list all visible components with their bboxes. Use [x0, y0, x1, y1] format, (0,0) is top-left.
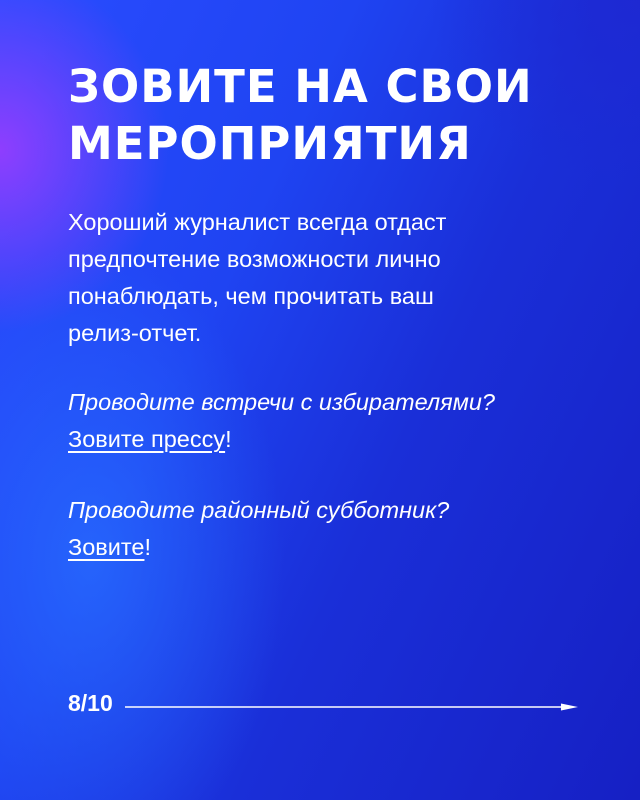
lead-line: Хороший журналист всегда отдаст: [68, 209, 447, 235]
callout-voter-meetings: [68, 384, 608, 458]
callout-question: Проводите районный субботник?: [68, 497, 450, 523]
callout-punctuation: !: [225, 426, 232, 452]
lead-paragraph: [68, 204, 608, 352]
callout-cta-line: [68, 421, 608, 458]
lead-line: понаблюдать, чем прочитать ваш: [68, 283, 434, 309]
invite-press-link[interactable]: Зовите прессу: [68, 426, 226, 452]
lead-line: предпочтение возможности лично: [68, 246, 441, 272]
callout-punctuation: !: [144, 534, 151, 560]
arrow-right-icon[interactable]: [125, 700, 578, 714]
slide-title: [68, 58, 608, 172]
slide-title-line: ЗОВИТЕ НА СВОИ: [68, 60, 533, 113]
page-counter: 8/10: [68, 690, 113, 716]
callout-cta-line: [68, 529, 608, 566]
slide-pager: [68, 688, 578, 718]
lead-line: релиз-отчет.: [68, 320, 202, 346]
callout-cleanup-day: [68, 492, 608, 566]
slide-title-line: МЕРОПРИЯТИЯ: [68, 117, 472, 170]
invite-link[interactable]: Зовите: [68, 534, 145, 560]
callout-question: Проводите встречи с избирателями?: [68, 389, 495, 415]
